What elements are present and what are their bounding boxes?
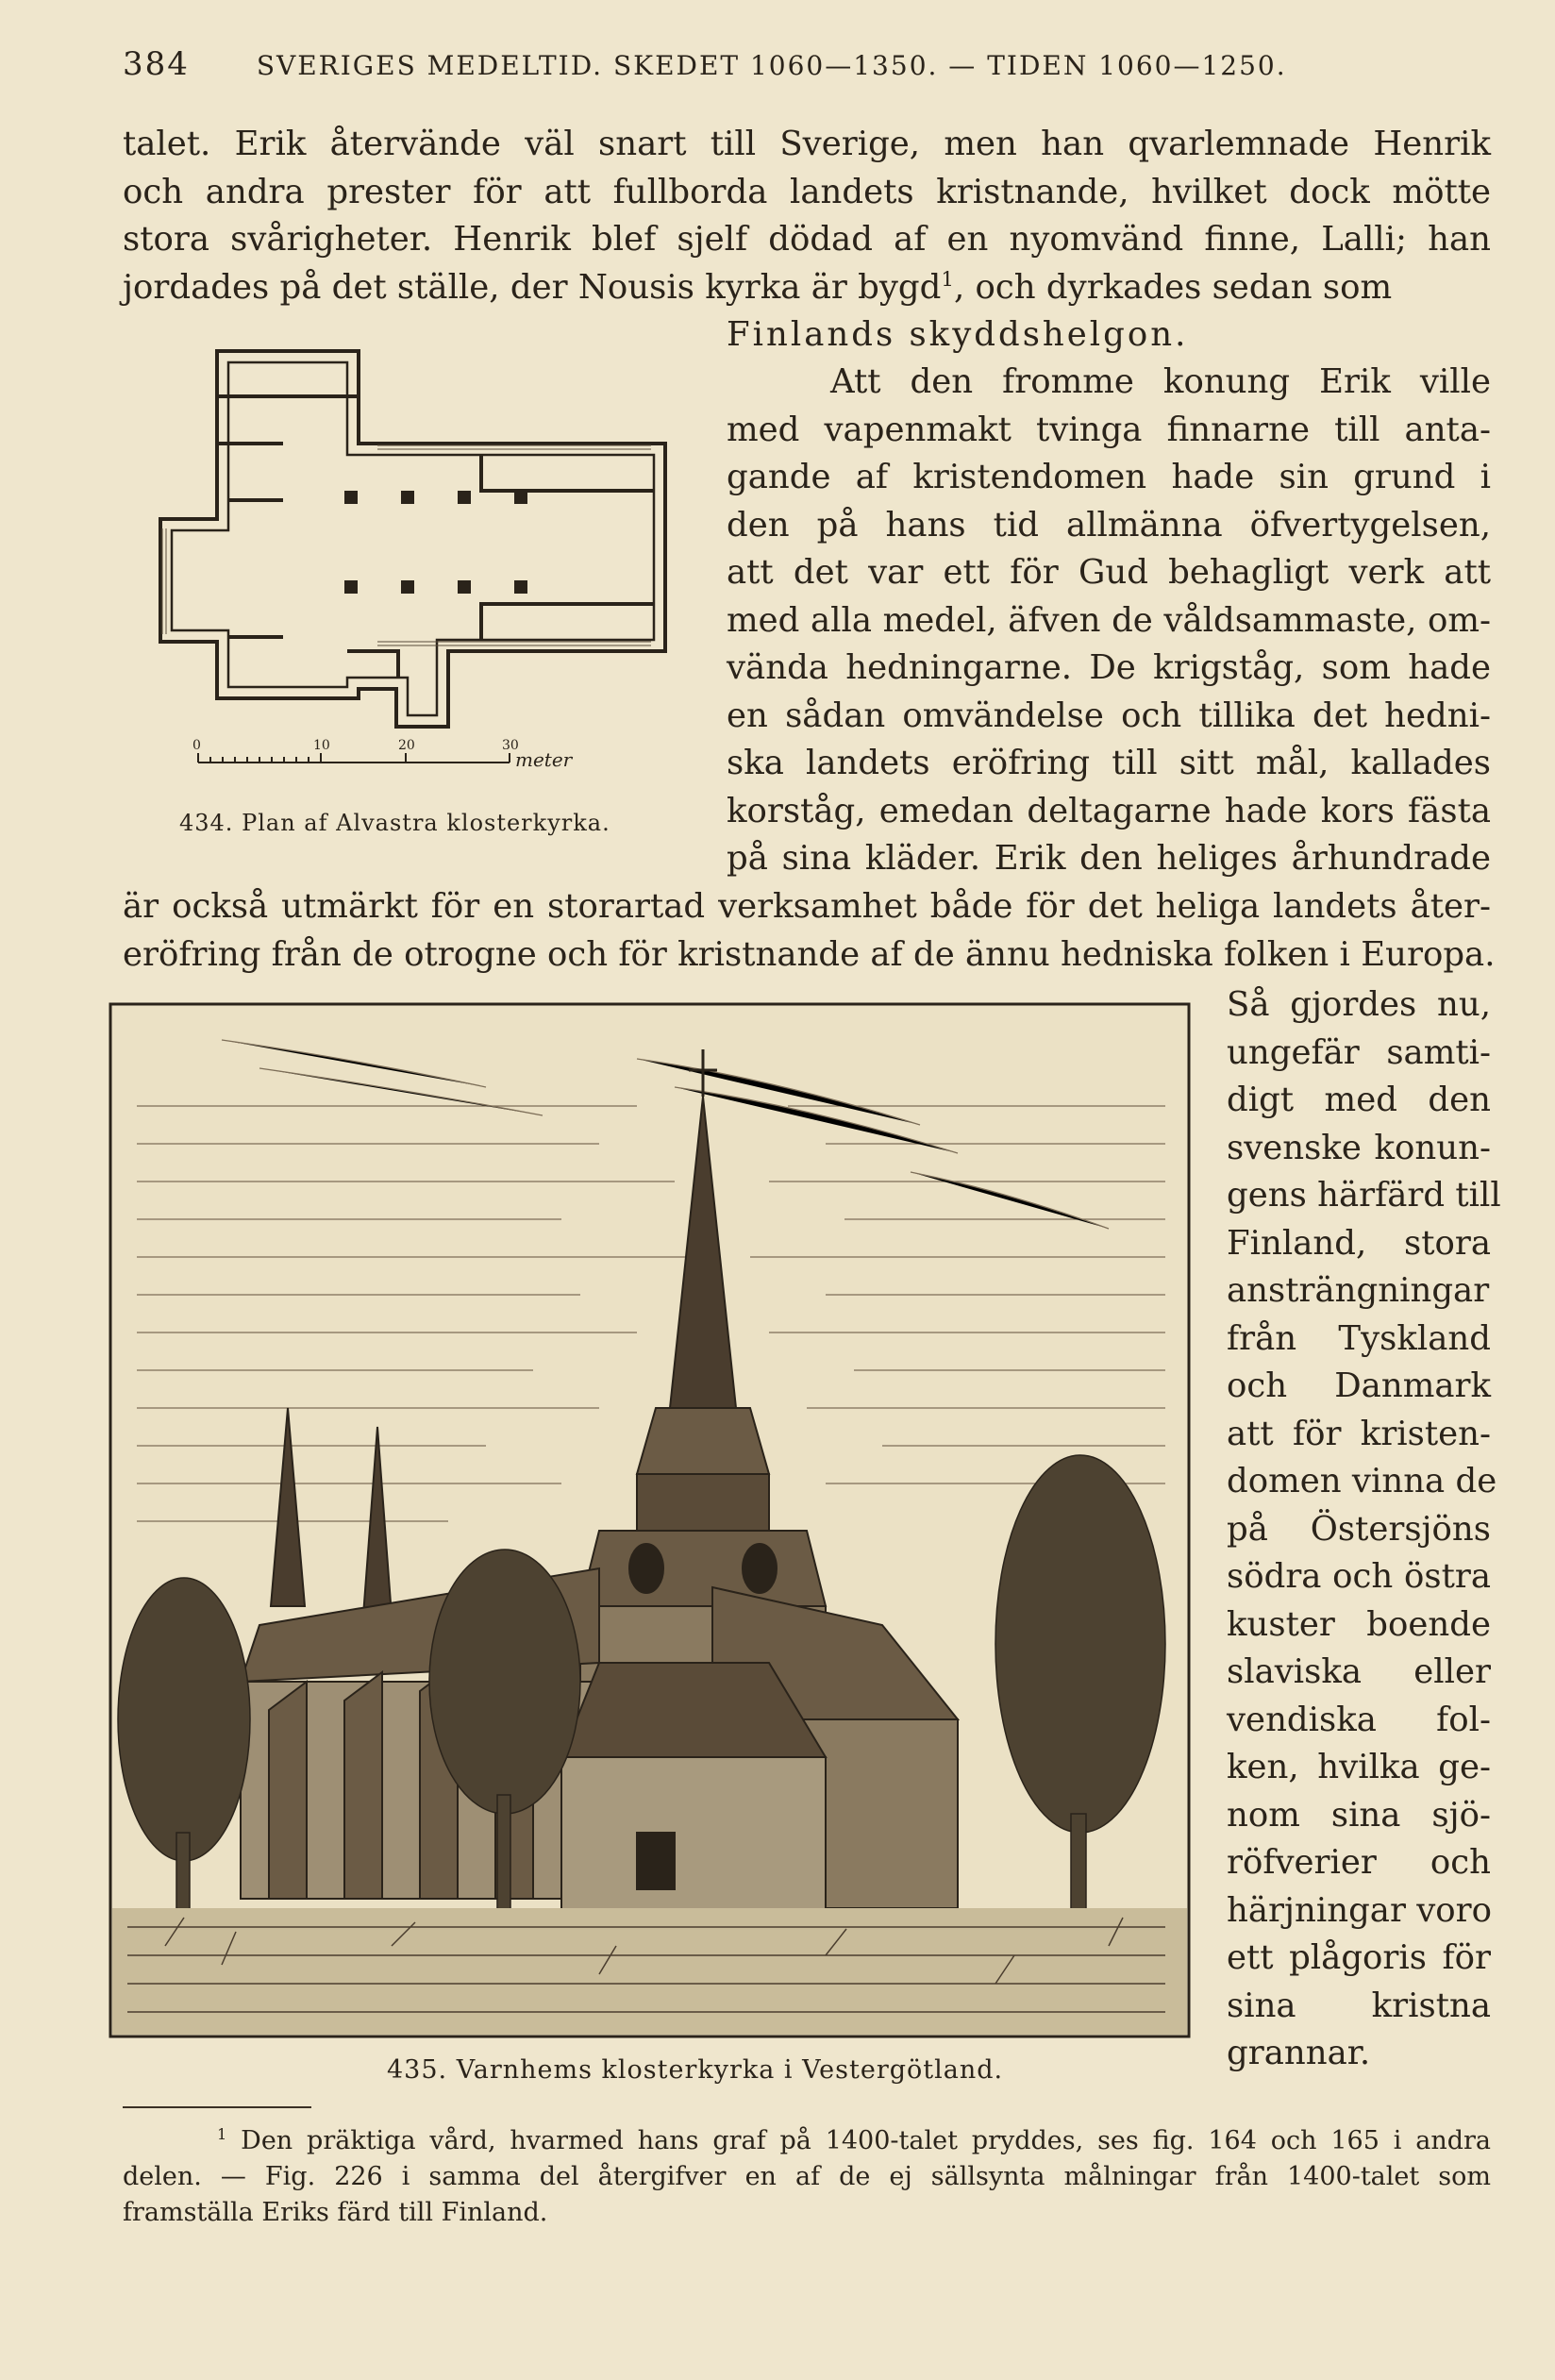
- figure-434-caption: 434. Plan af Alvastra klosterkyrka.: [179, 810, 610, 836]
- text-line: ska landets eröfring till sitt mål, kallades: [727, 744, 1491, 782]
- text-line: ett plågoris för: [1227, 1938, 1491, 1977]
- pillars: [344, 491, 527, 594]
- text-line: [123, 264, 1491, 312]
- scale-tick-label: 10: [313, 738, 330, 753]
- paragraph-2-continued: [123, 883, 1496, 979]
- text-line: stora svårigheter. Henrik blef sjelf dödad af en nyomvänd finne, Lalli; han: [123, 220, 1491, 259]
- page-number: 384: [123, 45, 190, 83]
- footnote-text: Den präktiga vård, hvarmed hans graf på 1400-talet pryddes, ses fig. 164 och 165 i andra: [241, 2126, 1491, 2155]
- text-line: den på hans tid allmänna öfvertygelsen,: [727, 505, 1491, 545]
- text-line: gens härfärd till: [1227, 1176, 1501, 1215]
- figure-435: [109, 1002, 1191, 2040]
- text-line: härjningar voro: [1227, 1890, 1493, 1930]
- text-line: med vapenmakt tvinga finnarne till anta-: [727, 410, 1491, 449]
- text-line: svenske konun-: [1227, 1128, 1491, 1167]
- scale-tick-label: 30: [502, 738, 519, 753]
- text-line: och andra prester för att fullborda landets kristnande, hvilket dock mötte: [123, 172, 1491, 211]
- text-line: röfverier och: [1227, 1843, 1491, 1882]
- footnote-line: [123, 2123, 1491, 2159]
- paragraph-3: [1227, 981, 1501, 2078]
- text-line: södra och östra: [1227, 1557, 1491, 1596]
- paragraph-2: [727, 359, 1491, 883]
- text-line: med alla medel, äfven de våldsammaste, om-: [727, 600, 1491, 640]
- text-line: ansträngningar: [1227, 1271, 1490, 1310]
- scale-unit: meter: [515, 748, 573, 771]
- text-line: digt med den: [1227, 1081, 1491, 1119]
- paragraph-1: [123, 121, 1491, 311]
- text-segment: , och dyrkades sedan som: [953, 267, 1393, 307]
- text-line: att det var ett för Gud behagligt verk att: [727, 553, 1491, 592]
- footnote-ref: 1: [941, 267, 954, 292]
- text-line: ungefär samti-: [1227, 1032, 1491, 1072]
- text-line: ken, hvilka ge-: [1227, 1748, 1491, 1786]
- footnote-rule: [123, 2106, 311, 2108]
- text-line: och Danmark: [1227, 1366, 1491, 1405]
- text-line: korståg, emedan deltagarne hade kors fästa: [727, 791, 1491, 830]
- footnote-mark: 1: [217, 2125, 227, 2143]
- figure-435-caption: 435. Varnhems klosterkyrka i Vestergötland.: [387, 2055, 1004, 2085]
- ground: [112, 1908, 1187, 2035]
- text-line: att för kristen-: [1227, 1414, 1491, 1453]
- text-line: Att den fromme konung Erik ville: [830, 362, 1491, 401]
- running-head: [123, 45, 1444, 83]
- text-line: vendiska fol-: [1227, 1700, 1491, 1739]
- varnhem-church-engraving: [109, 1002, 1191, 2040]
- paragraph-1-end: [727, 311, 1491, 360]
- text-line: nom sina sjö-: [1227, 1795, 1491, 1835]
- figure-434: [151, 340, 698, 783]
- text-line: en sådan omvändelse och tillika det hedni-: [727, 696, 1491, 735]
- alvastra-plan-drawing: [151, 340, 698, 783]
- text-line: Så gjordes nu,: [1227, 985, 1491, 1024]
- text-line: Finland, stora: [1227, 1223, 1491, 1263]
- text-line: slaviska eller: [1227, 1652, 1491, 1691]
- scale-tick-label: 0: [192, 738, 201, 753]
- text-line: domen vinna de: [1227, 1462, 1497, 1500]
- text-line: grannar.: [1227, 2034, 1371, 2072]
- text-line: eröfring från de otrogne och för kristnande af de ännu hedniska folken i Europa.: [123, 934, 1496, 974]
- text-line: gande af kristendomen hade sin grund i: [727, 458, 1491, 496]
- text-line: kuster boende: [1227, 1604, 1491, 1644]
- text-line: är också utmärkt för en storartad verksamhet både för det heliga landets åter-: [123, 887, 1491, 926]
- scale-tick-label: 20: [398, 738, 415, 753]
- text-segment: jordades på det ställe, der Nousis kyrka är bygd: [123, 267, 942, 307]
- text-line: från Tyskland: [1227, 1318, 1491, 1358]
- scale-bar: [198, 753, 510, 763]
- text-line: på sina kläder. Erik den heliges århundrade: [727, 839, 1491, 878]
- text-line: talet. Erik återvände väl snart till Sverige, men han qvarlemnade Henrik: [123, 125, 1491, 163]
- running-title: SVERIGES MEDELTID. SKEDET 1060—1350. — TIDEN 1060—1250.: [256, 50, 1287, 81]
- footnote-line: framställa Eriks färd till Finland.: [123, 2198, 548, 2227]
- footnote: [123, 2123, 1491, 2231]
- text-line: sina kristna: [1227, 1986, 1491, 2025]
- text-line: på Östersjöns: [1227, 1509, 1491, 1549]
- footnote-line: delen. — Fig. 226 i samma del återgifver en af de ej sällsynta målningar från 1400-talet som: [123, 2162, 1491, 2191]
- text-line: vända hedningarne. De krigståg, som hade: [727, 648, 1491, 687]
- text-line: Finlands skyddshelgon.: [727, 315, 1189, 354]
